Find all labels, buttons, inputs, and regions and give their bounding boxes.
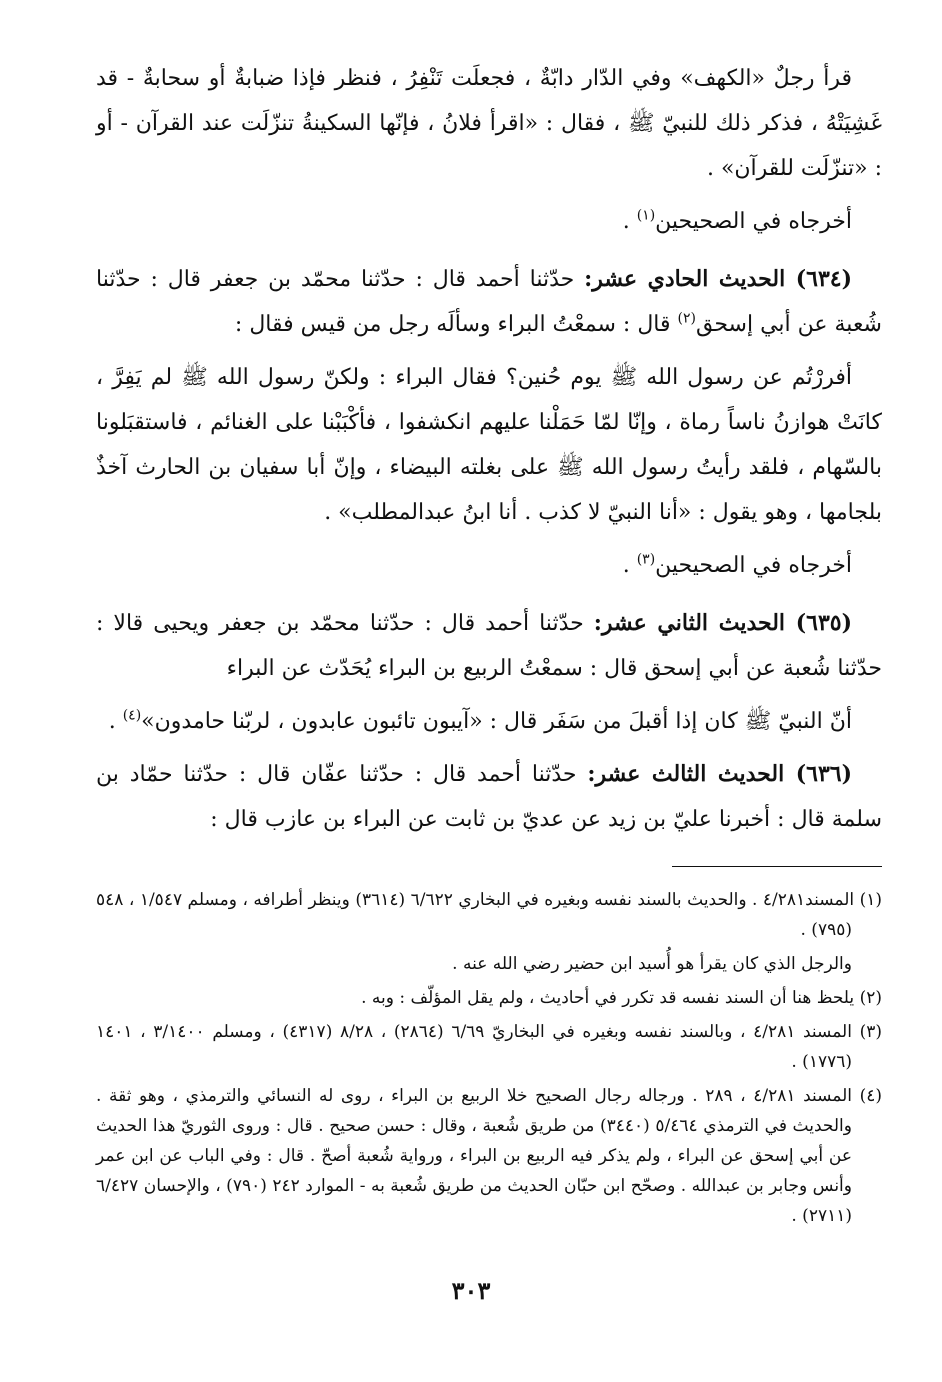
source-note-text: أخرجاه في الصحيحين [655, 209, 852, 234]
hadith-635-text [96, 699, 882, 744]
source-note-paragraph-2 [96, 543, 882, 588]
hadith-634-text: أفررْتُم عن رسول الله ﷺ يوم حُنين؟ فقال البراء : ولكنّ رسول الله ﷺ لم يَفِرَّ ، كانَتْ هوازنُ ناساً رماة ، وإنّا لمّا حَمَلْنا عليهم انكشفوا ، فأكْبَبْنا على الغنائم ، فاستقبَلونا بالسّهام ، فلقد رأيتُ رسول الله ﷺ على بغلته البيضاء ، وإنّ أبا سفيان بن الحارث آخذٌ بلجامها ، وهو يقول : «أنا النبيّ لا كذب . أنا ابنُ عبدالمطلب» . [96, 365, 882, 525]
hadith-636-header [96, 752, 882, 842]
hadith-634-header [96, 257, 882, 347]
source-note-end-2: . [622, 553, 637, 578]
footnotes [96, 885, 882, 1231]
footnote-3: (٣) المسند ٤/٢٨١ ، وبالسند نفسه وبغيره في البخاريّ ٦/٦٩ (٢٨٦٤) ، ٨/٢٨ (٤٣١٧) ، ومسلم ٣/١٤٠٠ ، ١٤٠١ (١٧٧٦) . [96, 1022, 883, 1072]
hadith-636-chain: حدّثنا أحمد قال : حدّثنا عفّان قال : حدّثنا حمّاد بن سلمة قال : أخبرنا عليّ بن زيد عن عديّ بن ثابت عن البراء بن عازب قال : [96, 762, 882, 832]
source-note-end: . [622, 209, 637, 234]
footnote-divider [672, 866, 882, 867]
footnote-2: (٢) يلحظ هنا أن السند نفسه قد تكرر في أحاديث ، ولم يقل المؤلّف : وبه . [361, 988, 882, 1008]
hadith-634-title: (٦٣٤) الحديث الحادي عشر: [584, 266, 852, 292]
footnote-ref-3: (٣) [636, 551, 656, 568]
hadith-634-chain: حدّثنا أحمد قال : حدّثنا محمّد بن جعفر قال : حدّثنا شُعبة عن أبي إسحق [96, 267, 882, 337]
hadith-636-title: (٦٣٦) الحديث الثالث عشر: [587, 761, 852, 787]
hadith-text-paragraph: قرأ رجلٌ «الكهف» وفي الدّار دابّةٌ ، فجعلَت تَنْفِرُ ، فنظر فإذا ضبابةٌ أو سحابةٌ - قد غَشِيَتْهُ ، فذكر ذلك للنبيّ ﷺ ، فقال : «اقرأ فلانُ ، فإنّها السكينةُ تنزّلَت عند القرآن - أو : «تنزّلَت للقرآن» . [96, 66, 882, 181]
hadith-635-text-body: أنّ النبيّ ﷺ كان إذا أقبلَ من سَفَر قال : «آيبون تائبون عابدون ، لربّنا حامدون» [141, 709, 852, 734]
hadith-634-chain-end: قال : سمعْتُ البراء وسألَه رجل من قيس فقال : [234, 312, 678, 337]
footnote-ref-1: (١) [636, 207, 656, 224]
footnote-ref-4: (٤) [122, 707, 142, 724]
footnote-4: (٤) المسند ٤/٢٨١ ، ٢٨٩ . ورجاله رجال الصحيح خلا الربيع بن البراء ، روى له النسائي والترمذي ، وهو ثقة . والحديث في الترمذي ٥/٤٦٤ (٣٤٤٠) من طريق شُعبة ، وقال : حسن صحيح . قال : وروى الثوريّ هذا الحديث عن أبي إسحق عن البراء ، ولم يذكر فيه الربيع بن البراء ، ورواية شُعبة أصحّ . قال : وفي الباب عن ابن عمر وأنس وجابر بن عبدالله . وصحّح ابن حبّان الحديث من طريق شُعبة به - الموارد ٢٤٢ (٧٩٠) ، والإحسان ٦/٤٢٧ (٢٧١١) . [96, 1086, 883, 1226]
source-note-paragraph [96, 199, 882, 244]
footnote-1: (١) المسند٤/٢٨١ . والحديث بالسند نفسه وبغيره في البخاري ٦/٦٢٢ (٣٦١٤) وينظر أطرافه ، ومسلم ١/٥٤٧ ، ٥٤٨ (٧٩٥) . [96, 890, 882, 940]
page-number: ٣٠٣ [451, 1276, 491, 1305]
hadith-635-title: (٦٣٥) الحديث الثاني عشر: [593, 610, 852, 636]
footnote-1-continuation: والرجل الذي كان يقرأ هو أُسيد ابن حضير رضي الله عنه . [452, 954, 852, 974]
hadith-635-header [96, 601, 882, 691]
book-page [96, 56, 882, 1326]
hadith-635-text-end: . [108, 709, 123, 734]
footnote-ref-2: (٢) [677, 310, 696, 327]
source-note-text-2: أخرجاه في الصحيحين [655, 553, 852, 578]
hadith-635-chain: حدّثنا أحمد قال : حدّثنا محمّد بن جعفر ويحيى قالا : حدّثنا شُعبة عن أبي إسحق قال : سمعْتُ الربيع بن البراء يُحَدّث عن البراء [96, 611, 882, 681]
